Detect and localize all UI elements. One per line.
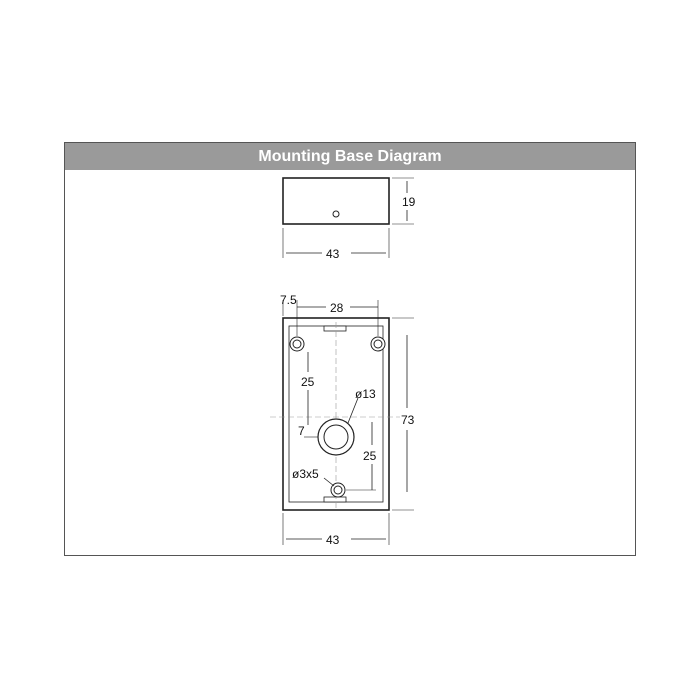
side-view-hole xyxy=(333,211,339,217)
diagram-title: Mounting Base Diagram xyxy=(65,143,635,170)
hole-dia-dim: ø13 xyxy=(355,387,376,401)
right-25-dim: 25 xyxy=(363,449,377,463)
top-view xyxy=(270,293,415,547)
side-width-dim: 43 xyxy=(326,247,340,261)
slot-dim: ø3x5 xyxy=(292,467,319,481)
bottom-notch xyxy=(324,497,346,502)
height-dim: 73 xyxy=(401,413,415,427)
hole-spacing-dim: 28 xyxy=(330,301,344,315)
left-25-dim: 25 xyxy=(301,375,315,389)
offset-dim: 7.5 xyxy=(280,293,297,307)
mounting-hole-left xyxy=(290,337,304,351)
top-notch xyxy=(324,326,346,331)
offset-7-dim: 7 xyxy=(298,424,305,438)
side-height-dim: 19 xyxy=(402,195,416,209)
cable-hole-inner xyxy=(324,425,348,449)
width-dim: 43 xyxy=(326,533,340,547)
mounting-hole-right xyxy=(371,337,385,351)
side-view xyxy=(283,178,416,261)
